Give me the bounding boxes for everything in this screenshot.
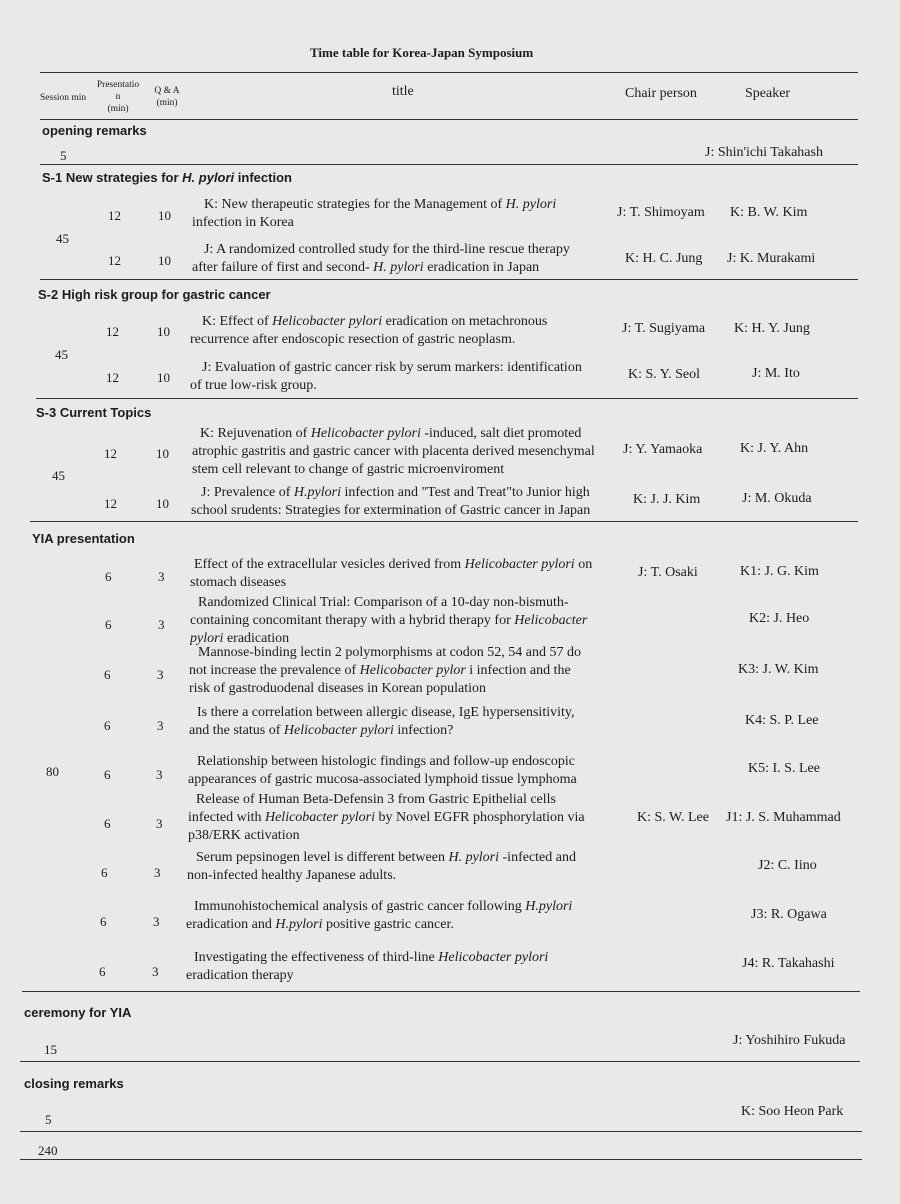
closing-speaker: K: Soo Heon Park — [741, 1104, 844, 1119]
yia-r5-pres: 6 — [104, 767, 111, 782]
s1-r2-pres: 12 — [108, 253, 121, 268]
yia-r6-speaker: J1: J. S. Muhammad — [726, 810, 841, 825]
header-session: Session min — [40, 93, 87, 103]
s1-min: 45 — [56, 231, 69, 246]
s2-r1-pres: 12 — [106, 324, 119, 339]
yia-r1-chair: J: T. Osaki — [638, 565, 698, 580]
yia-r2-qa: 3 — [158, 617, 165, 632]
closing-min: 5 — [45, 1112, 52, 1127]
yia-r1-pres: 6 — [105, 569, 112, 584]
header-presentation-3: (min) — [107, 104, 129, 114]
yia-r6-chair: K: S. W. Lee — [637, 810, 709, 825]
s3-r2-pres: 12 — [104, 496, 117, 511]
s2-r1-qa: 10 — [157, 324, 170, 339]
s3-min: 45 — [52, 468, 65, 483]
header-qa-2: (min) — [156, 98, 178, 108]
yia-r3-speaker: K3: J. W. Kim — [738, 662, 819, 677]
s3-r1-chair: J: Y. Yamaoka — [623, 442, 703, 457]
yia-r1-qa: 3 — [158, 569, 165, 584]
yia-r8-speaker: J3: R. Ogawa — [751, 907, 827, 922]
yia-r3-title: Mannose-binding lectin 2 polymorphisms at codon 52, 54 and 57 do not increase the prevalence of Helicobacter pylor i infection and the risk of gastroduodenal diseases in Korean population — [189, 645, 582, 696]
yia-r5-title: Relationship between histologic findings and follow-up endoscopic appearances of gastric mucosa-associated lymphoid tissue lymphoma — [188, 754, 577, 787]
header-chair: Chair person — [625, 86, 697, 101]
total-min: 240 — [38, 1143, 58, 1158]
header-qa-1: Q & A — [154, 86, 180, 96]
yia-r5-speaker: K5: I. S. Lee — [748, 761, 820, 776]
yia-r7-speaker: J2: C. Iino — [758, 858, 817, 873]
divider — [20, 1061, 860, 1062]
divider — [20, 1159, 862, 1160]
yia-r8-pres: 6 — [100, 914, 107, 929]
s3-r1-qa: 10 — [156, 446, 169, 461]
header-presentation-1: Presentatio — [96, 80, 140, 90]
yia-r7-pres: 6 — [101, 865, 108, 880]
yia-r2-speaker: K2: J. Heo — [749, 611, 810, 626]
divider — [40, 72, 858, 73]
s2-min: 45 — [55, 347, 68, 362]
header-speaker: Speaker — [745, 86, 791, 101]
yia-r2-pres: 6 — [105, 617, 112, 632]
yia-r1-speaker: K1: J. G. Kim — [740, 564, 819, 579]
s2-r1-chair: J: T. Sugiyama — [622, 321, 706, 336]
page-title: Time table for Korea-Japan Symposium — [310, 45, 534, 60]
s2-r1-speaker: K: H. Y. Jung — [734, 321, 810, 336]
yia-r8-title: Immunohistochemical analysis of gastric cancer following H.pylori eradication and H.pylori positive gastric cancer. — [186, 899, 573, 932]
s3-label: S-3 Current Topics — [36, 405, 152, 420]
yia-r6-pres: 6 — [104, 816, 111, 831]
divider — [30, 521, 858, 522]
yia-r9-qa: 3 — [152, 964, 159, 979]
opening-speaker: J: Shin'ichi Takahash — [705, 145, 823, 160]
yia-r4-speaker: K4: S. P. Lee — [745, 713, 819, 728]
yia-r4-pres: 6 — [104, 718, 111, 733]
divider — [40, 119, 858, 120]
s2-r2-chair: K: S. Y. Seol — [628, 367, 700, 382]
header-title: title — [392, 84, 414, 99]
s2-label: S-2 High risk group for gastric cancer — [38, 287, 271, 302]
s1-r1-title: K: New therapeutic strategies for the Management of H. pylori infection in Korea — [192, 197, 557, 230]
s2-r2-qa: 10 — [157, 370, 170, 385]
yia-r4-title: Is there a correlation between allergic disease, IgE hypersensitivity, and the status of Helicobacter pylori infection? — [189, 705, 575, 738]
yia-r9-title: Investigating the effectiveness of third-line Helicobacter pylori eradication therapy — [186, 950, 549, 983]
yia-r3-pres: 6 — [104, 667, 111, 682]
yia-r1-title: Effect of the extracellular vesicles derived from Helicobacter pylori on stomach diseases — [190, 557, 593, 590]
s1-r2-qa: 10 — [158, 253, 171, 268]
ceremony-label: ceremony for YIA — [24, 1005, 132, 1020]
yia-r9-speaker: J4: R. Takahashi — [742, 956, 835, 971]
yia-r7-qa: 3 — [154, 865, 161, 880]
yia-r7-title: Serum pepsinogen level is different between H. pylori -infected and non-infected healthy Japanese adults. — [187, 850, 576, 883]
yia-r6-qa: 3 — [156, 816, 163, 831]
closing-label: closing remarks — [24, 1076, 124, 1091]
s2-r2-pres: 12 — [106, 370, 119, 385]
s1-r1-qa: 10 — [158, 208, 171, 223]
ceremony-min: 15 — [44, 1042, 57, 1057]
divider — [40, 279, 858, 280]
divider — [22, 991, 860, 992]
yia-r3-qa: 3 — [157, 667, 164, 682]
s2-r2-title: J: Evaluation of gastric cancer risk by serum markers: identification of true low-risk group. — [190, 360, 582, 393]
s2-r1-title: K: Effect of Helicobacter pylori eradication on metachronous recurrence after endoscopic resection of gastric neoplasm. — [190, 314, 548, 347]
s3-r2-chair: K: J. J. Kim — [633, 492, 701, 507]
yia-r2-title: Randomized Clinical Trial: Comparison of a 10-day non-bismuth- containing concomitant therapy with a hybrid therapy for Helicobacter pylori eradication — [190, 595, 588, 646]
s1-r2-speaker: J: K. Murakami — [727, 251, 816, 266]
yia-r6-title: Release of Human Beta-Defensin 3 from Gastric Epithelial cells infected with Helicobacter pylori by Novel EGFR phosphorylation via p38/ERK activation — [188, 792, 585, 843]
s3-r1-speaker: K: J. Y. Ahn — [740, 441, 809, 456]
yia-r8-qa: 3 — [153, 914, 160, 929]
yia-min: 80 — [46, 764, 59, 779]
ceremony-speaker: J: Yoshihiro Fukuda — [733, 1033, 846, 1048]
s1-r2-title: J: A randomized controlled study for the third-line rescue therapy after failure of first and second- H. pylori eradication in Japan — [192, 242, 570, 275]
yia-label: YIA presentation — [32, 531, 135, 546]
s1-label: S-1 New strategies for H. pylori infection — [42, 170, 292, 185]
yia-r5-qa: 3 — [156, 767, 163, 782]
s3-r2-title: J: Prevalence of H.pylori infection and "Test and Treat"to Junior high school srudents: Strategies for extermination of Gastric cancer in Japan — [191, 485, 591, 518]
yia-r4-qa: 3 — [157, 718, 164, 733]
s1-r1-chair: J: T. Shimoyam — [617, 205, 705, 220]
s3-r2-qa: 10 — [156, 496, 169, 511]
s3-r2-speaker: J: M. Okuda — [742, 491, 812, 506]
yia-r9-pres: 6 — [99, 964, 106, 979]
s1-r1-speaker: K: B. W. Kim — [730, 205, 808, 220]
opening-min: 5 — [60, 148, 67, 163]
s3-r1-pres: 12 — [104, 446, 117, 461]
divider — [36, 398, 858, 399]
divider — [40, 164, 858, 165]
s2-r2-speaker: J: M. Ito — [752, 366, 800, 381]
header-presentation-2: n — [115, 92, 121, 102]
s1-r1-pres: 12 — [108, 208, 121, 223]
opening-label: opening remarks — [42, 123, 147, 138]
s1-r2-chair: K: H. C. Jung — [625, 251, 703, 266]
divider — [20, 1131, 862, 1132]
s3-r1-title: K: Rejuvenation of Helicobacter pylori -induced, salt diet promoted atrophic gastritis and gastric cancer with placenta derived mesenchymal stem cell relevant to change of gastric microenviroment — [192, 426, 595, 477]
